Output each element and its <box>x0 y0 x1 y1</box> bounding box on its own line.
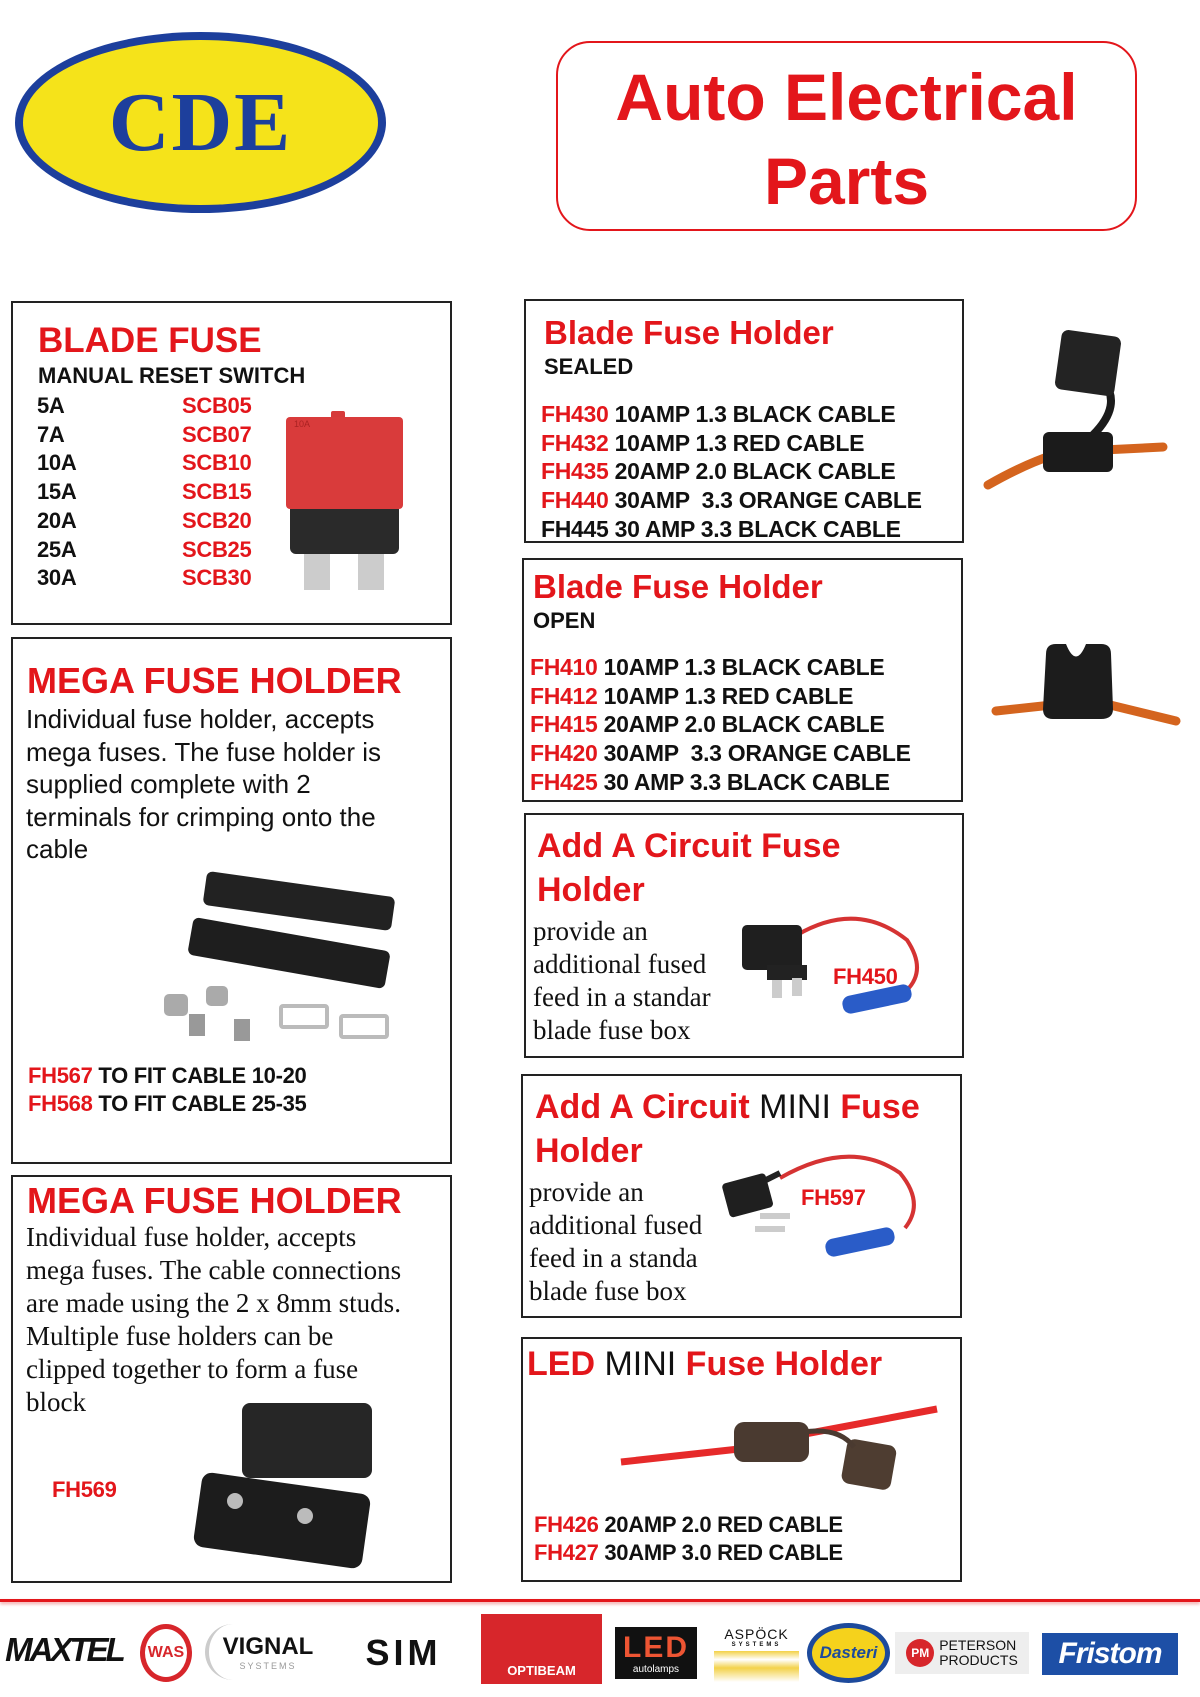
product-code: FH597 <box>801 1185 866 1210</box>
section-title-line2: Holder <box>537 871 645 909</box>
product-code: FH569 <box>52 1477 117 1502</box>
product-description: 30AMP 3.0 RED CABLE <box>598 1540 843 1565</box>
amp-rating: 7A <box>37 421 65 447</box>
product-row <box>530 768 890 795</box>
product-description: 30AMP 3.3 ORANGE CABLE <box>597 740 911 767</box>
description-line: mega fuses. The cable connections <box>26 1255 402 1285</box>
product-row <box>530 713 884 736</box>
product-description: 10AMP 1.3 RED CABLE <box>608 429 865 456</box>
blade-fuse-image: 10A <box>286 411 403 592</box>
blade-fuse-holder-sealed-section <box>524 299 964 543</box>
amp-rating: 15A <box>37 479 77 505</box>
blade-fuse-holder-open-section <box>522 558 963 802</box>
product-code: SCB07 <box>182 421 252 447</box>
product-description: TO FIT CABLE 10-20 <box>92 1063 307 1088</box>
led-mini-fuse-holder-image <box>619 1397 939 1492</box>
add-a-circuit-mini-section <box>521 1074 962 1318</box>
product-row <box>541 403 895 426</box>
add-a-circuit-section <box>524 813 964 1058</box>
product-code: SCB25 <box>182 536 252 562</box>
section-title-line2: Holder <box>535 1132 643 1170</box>
product-code: FH445 <box>541 515 609 542</box>
open-fuse-holder-image <box>991 639 1183 780</box>
description <box>533 915 715 1047</box>
product-code: FH425 <box>530 768 598 795</box>
product-row <box>28 1065 306 1087</box>
description <box>26 703 381 866</box>
description <box>26 1221 401 1419</box>
product-code: FH427 <box>534 1540 599 1565</box>
description-line: provide an <box>533 916 648 946</box>
product-code: FH426 <box>534 1512 599 1537</box>
logo-text: CDE <box>108 76 293 169</box>
brand-logo-led-autolamps: LED autolamps <box>615 1627 697 1679</box>
product-description: 10AMP 1.3 RED CABLE <box>597 682 854 709</box>
product-description: 20AMP 2.0 BLACK CABLE <box>608 458 896 485</box>
product-description: 20AMP 2.0 BLACK CABLE <box>597 711 885 738</box>
product-code: FH415 <box>530 711 598 738</box>
section-subtitle: MANUAL RESET SWITCH <box>38 363 306 388</box>
page-title-line2: Parts <box>763 144 930 218</box>
brand-logo-was: WAS <box>140 1624 192 1682</box>
description-line: clipped together to form a fuse <box>26 1354 359 1384</box>
product-code: SCB20 <box>182 507 252 533</box>
amp-rating: 25A <box>37 536 77 562</box>
product-description: 30 AMP 3.3 BLACK CABLE <box>608 515 901 542</box>
product-code: FH450 <box>833 964 898 989</box>
section-title: MEGA FUSE HOLDER <box>27 1180 402 1221</box>
mega-fuse-holder-section-2 <box>11 1175 452 1583</box>
description-line: blade fuse box <box>529 1276 687 1306</box>
product-code: SCB05 <box>182 393 252 418</box>
brand-logo-aspock: ASPÖCK SYSTEMS <box>714 1626 799 1682</box>
description-line: Individual fuse holder, accepts <box>26 704 375 734</box>
product-row <box>541 429 865 456</box>
led-mini-fuse-holder-section <box>521 1337 962 1582</box>
mega-fuse-block-image <box>197 1403 381 1571</box>
description-line: terminals for crimping onto the <box>26 801 376 832</box>
description-line: feed in a standar <box>533 982 711 1012</box>
mega-fuse-holder-image <box>154 874 408 1047</box>
product-row <box>530 656 884 679</box>
section-title: Blade Fuse Holder <box>533 568 823 605</box>
description-line: supplied complete with 2 <box>26 769 311 799</box>
section-title: Blade Fuse Holder <box>544 314 834 351</box>
cde-logo <box>15 32 386 213</box>
description-line: cable <box>26 834 89 864</box>
product-row <box>534 1514 843 1536</box>
product-description: 20AMP 2.0 RED CABLE <box>598 1512 843 1537</box>
brand-logo-maxtel: MAXTEL <box>5 1631 123 1668</box>
product-row <box>541 515 901 542</box>
footer-divider <box>0 1599 1200 1602</box>
brand-logo-peterson: PM PETERSON PRODUCTS <box>895 1632 1029 1674</box>
brand-logo-sim: SIM <box>365 1632 442 1673</box>
description-line: block <box>26 1387 86 1417</box>
product-code: FH410 <box>530 654 598 680</box>
section-title: LED MINI Fuse Holder <box>527 1345 883 1383</box>
title-box <box>556 41 1137 231</box>
amp-rating: 10A <box>37 450 77 476</box>
product-code: FH412 <box>530 682 598 709</box>
page-title-line1: Auto Electrical <box>615 60 1078 134</box>
product-code: FH435 <box>541 458 609 485</box>
product-code: FH432 <box>541 429 609 456</box>
product-row <box>28 1093 306 1115</box>
description-line: Multiple fuse holders can be <box>26 1321 334 1351</box>
section-title-line1: Add A Circuit MINI Fuse <box>535 1088 920 1126</box>
description-line: additional fused <box>533 949 707 979</box>
section-title: BLADE FUSE <box>38 321 262 360</box>
brand-logo-optibeam: OPTIBEAM <box>481 1614 602 1684</box>
brand-logo-fristom: Fristom <box>1042 1633 1178 1675</box>
description-line: additional fused <box>529 1210 702 1240</box>
section-subtitle: OPEN <box>533 608 596 633</box>
description-line: mega fuses. The fuse holder is <box>26 736 382 767</box>
product-description: 30 AMP 3.3 BLACK CABLE <box>597 768 890 795</box>
amp-rating: 20A <box>37 507 77 533</box>
amp-rating: 5A <box>37 393 65 418</box>
section-subtitle: SEALED <box>544 354 634 379</box>
description-line: blade fuse box <box>533 1015 691 1045</box>
product-code: SCB30 <box>182 565 252 591</box>
description-line: are made using the 2 x 8mm studs. <box>26 1288 401 1318</box>
product-row <box>530 742 911 765</box>
brand-logo-dasteri: Dasteri <box>807 1623 890 1683</box>
blade-fuse-section <box>11 301 452 625</box>
product-row <box>541 460 895 483</box>
sealed-fuse-holder-image <box>983 325 1168 498</box>
product-code: FH568 <box>28 1091 93 1116</box>
product-description: 10AMP 1.3 BLACK CABLE <box>597 654 885 680</box>
product-row <box>534 1542 843 1564</box>
section-title: MEGA FUSE HOLDER <box>27 660 402 701</box>
brand-logo-vignal: VIGNAL SYSTEMS <box>205 1624 327 1680</box>
product-code: FH567 <box>28 1063 93 1088</box>
product-code: FH440 <box>541 487 609 514</box>
description <box>529 1176 702 1308</box>
product-description: 10AMP 1.3 BLACK CABLE <box>608 401 896 427</box>
description-line: provide an <box>529 1177 644 1207</box>
description-line: Individual fuse holder, accepts <box>26 1222 357 1252</box>
section-title-line1: Add A Circuit Fuse <box>537 827 841 865</box>
product-row <box>530 682 854 709</box>
description-line: feed in a standa <box>529 1243 698 1273</box>
product-row <box>541 489 922 512</box>
product-description: TO FIT CABLE 25-35 <box>92 1091 307 1116</box>
product-code: FH430 <box>541 401 609 427</box>
product-code: SCB10 <box>182 450 252 476</box>
product-code: SCB15 <box>182 479 252 505</box>
product-description: 30AMP 3.3 ORANGE CABLE <box>608 487 922 514</box>
product-code: FH420 <box>530 740 598 767</box>
mega-fuse-holder-section-1 <box>11 637 452 1164</box>
amp-rating: 30A <box>37 565 77 591</box>
